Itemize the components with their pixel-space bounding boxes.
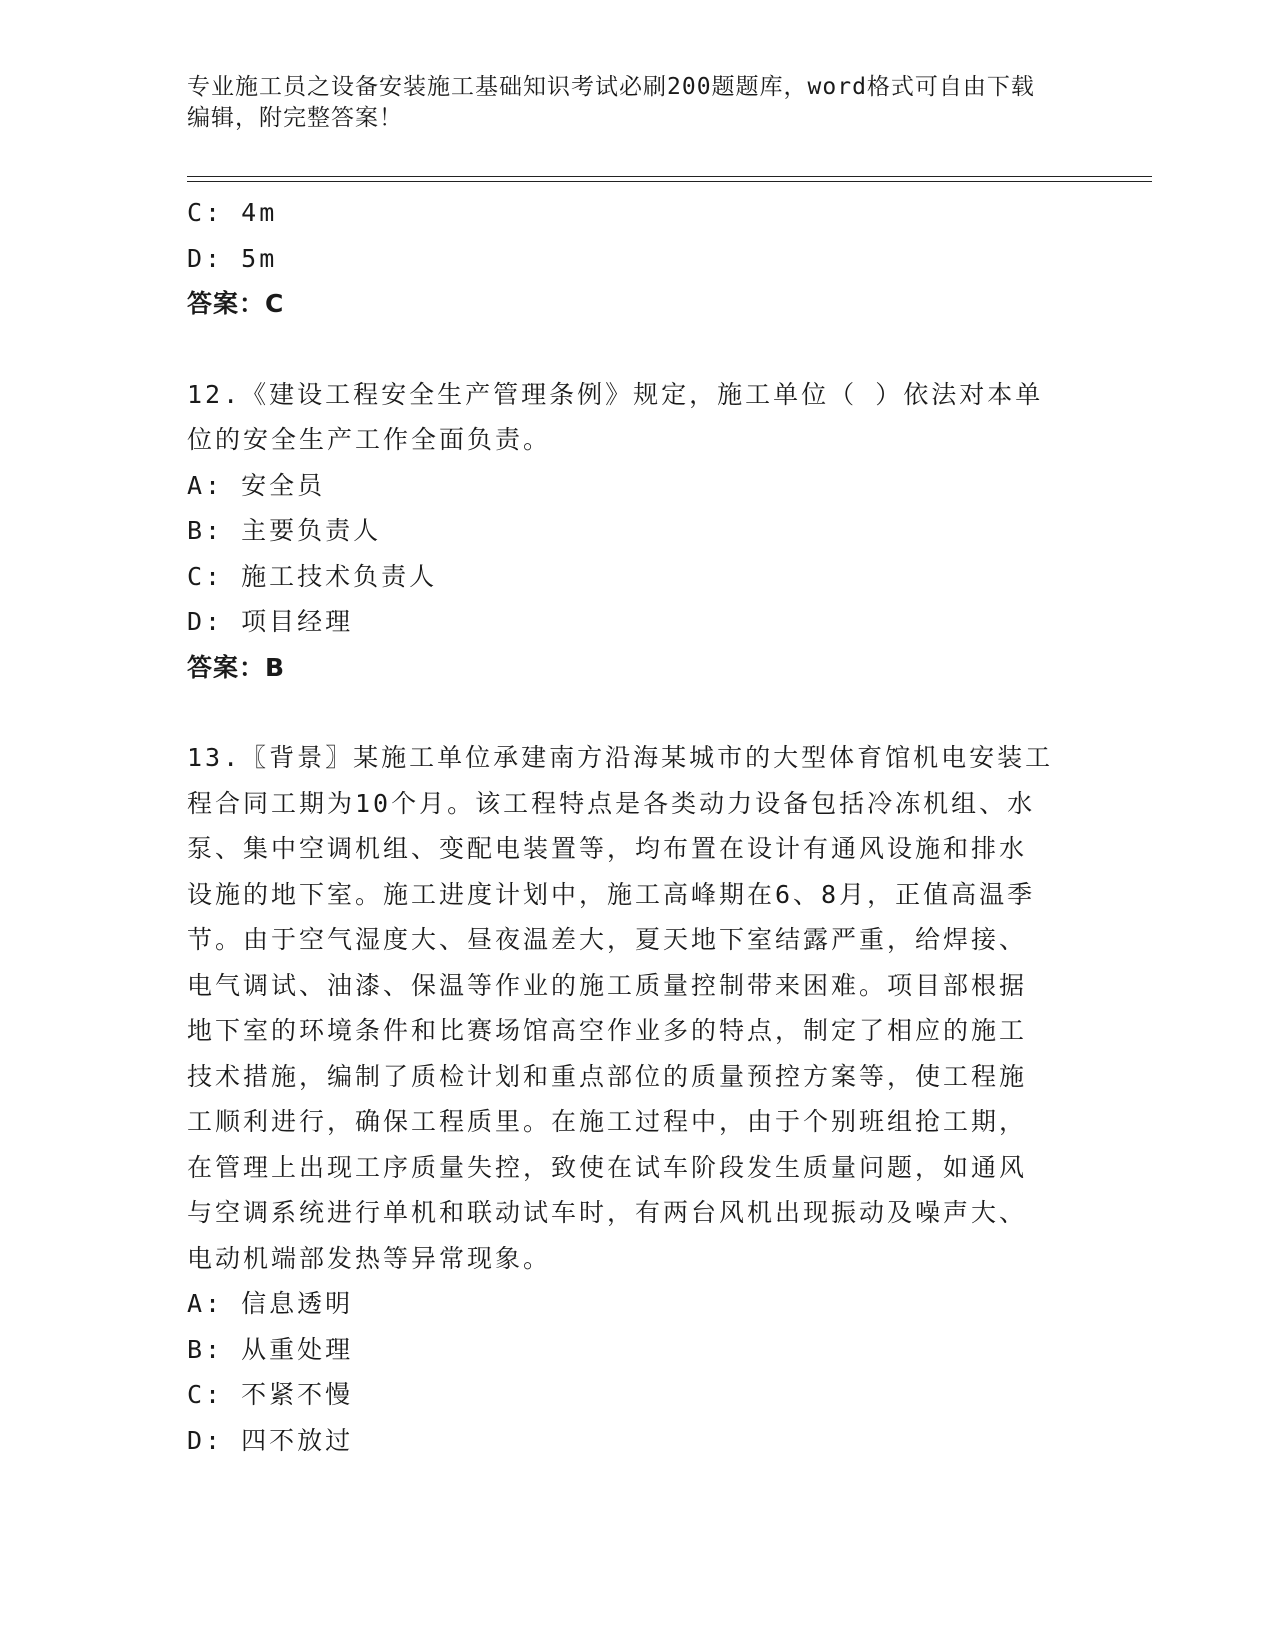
option-letter: D: bbox=[187, 243, 224, 273]
option-text: 四不放过 bbox=[241, 1425, 354, 1455]
question-content bbox=[187, 190, 1087, 1463]
option-b bbox=[187, 508, 1087, 554]
option-letter: A: bbox=[187, 470, 224, 500]
answer-line: 答案：B bbox=[187, 652, 286, 682]
question-11-tail bbox=[187, 190, 1087, 327]
option-c bbox=[187, 190, 1087, 236]
question-stem-line: 在管理上出现工序质量失控，致使在试车阶段发生质量问题，如通风 bbox=[187, 1152, 1028, 1182]
answer-line: 答案：C bbox=[187, 289, 285, 318]
option-letter: A: bbox=[187, 1289, 224, 1318]
option-text: 不紧不慢 bbox=[241, 1380, 354, 1409]
option-text: 项目经理 bbox=[241, 607, 354, 636]
option-text: 主要负责人 bbox=[241, 516, 382, 545]
header-divider bbox=[187, 176, 1152, 177]
option-text: 安全员 bbox=[241, 470, 326, 500]
option-letter: D: bbox=[187, 607, 224, 636]
option-d bbox=[187, 1418, 1087, 1464]
spacer bbox=[187, 327, 1087, 372]
option-a bbox=[187, 1281, 1087, 1327]
option-text: 施工技术负责人 bbox=[241, 561, 438, 591]
option-letter: B: bbox=[187, 516, 224, 545]
option-d bbox=[187, 599, 1087, 645]
question-stem-line: 技术措施，编制了质检计划和重点部位的质量预控方案等，使工程施 bbox=[187, 1061, 1028, 1091]
question-stem-line: 位的安全生产工作全面负责。 bbox=[187, 425, 552, 454]
option-a bbox=[187, 463, 1087, 509]
option-letter: B: bbox=[187, 1334, 224, 1364]
question-12 bbox=[187, 372, 1087, 691]
option-letter: C: bbox=[187, 1380, 224, 1409]
question-13 bbox=[187, 735, 1087, 1463]
header-divider bbox=[187, 181, 1152, 182]
header-line: 编辑，附完整答案！ bbox=[187, 105, 403, 131]
option-d bbox=[187, 236, 1087, 282]
question-stem-line: 13.〖背景〗某施工单位承建南方沿海某城市的大型体育馆机电安装工 bbox=[187, 743, 1054, 772]
header-line: 专业施工员之设备安装施工基础知识考试必刷200题题库，word格式可自由下载 bbox=[187, 74, 1035, 100]
question-stem-line: 与空调系统进行单机和联动试车时，有两台风机出现振动及噪声大、 bbox=[187, 1198, 1028, 1227]
question-stem-line: 泵、集中空调机组、变配电装置等，均布置在设计有通风设施和排水 bbox=[187, 834, 1028, 863]
option-text: 4m bbox=[241, 198, 278, 227]
option-text: 信息透明 bbox=[241, 1289, 354, 1318]
option-letter: D: bbox=[187, 1425, 224, 1455]
option-letter: C: bbox=[187, 198, 224, 227]
question-stem-line: 电动机端部发热等异常现象。 bbox=[187, 1243, 552, 1273]
question-stem-line: 设施的地下室。施工进度计划中，施工高峰期在6、8月，正值高温季 bbox=[187, 879, 1036, 909]
option-c bbox=[187, 554, 1087, 600]
page-header bbox=[187, 72, 1067, 134]
option-text: 从重处理 bbox=[241, 1334, 354, 1364]
option-text: 5m bbox=[241, 243, 278, 273]
option-letter: C: bbox=[187, 561, 224, 591]
question-stem-line: 地下室的环境条件和比赛场馆高空作业多的特点，制定了相应的施工 bbox=[187, 1016, 1028, 1045]
option-c bbox=[187, 1372, 1087, 1418]
question-stem-line: 电气调试、油漆、保温等作业的施工质量控制带来困难。项目部根据 bbox=[187, 970, 1028, 1000]
question-stem-line: 节。由于空气湿度大、昼夜温差大，夏天地下室结露严重，给焊接、 bbox=[187, 925, 1028, 954]
question-stem-line: 12.《建设工程安全生产管理条例》规定，施工单位（ ）依法对本单 bbox=[187, 379, 1044, 409]
spacer bbox=[187, 690, 1087, 735]
option-b bbox=[187, 1327, 1087, 1373]
question-stem-line: 程合同工期为10个月。该工程特点是各类动力设备包括冷冻机组、水 bbox=[187, 788, 1036, 818]
question-stem-line: 工顺利进行，确保工程质里。在施工过程中，由于个别班组抢工期， bbox=[187, 1107, 1028, 1136]
